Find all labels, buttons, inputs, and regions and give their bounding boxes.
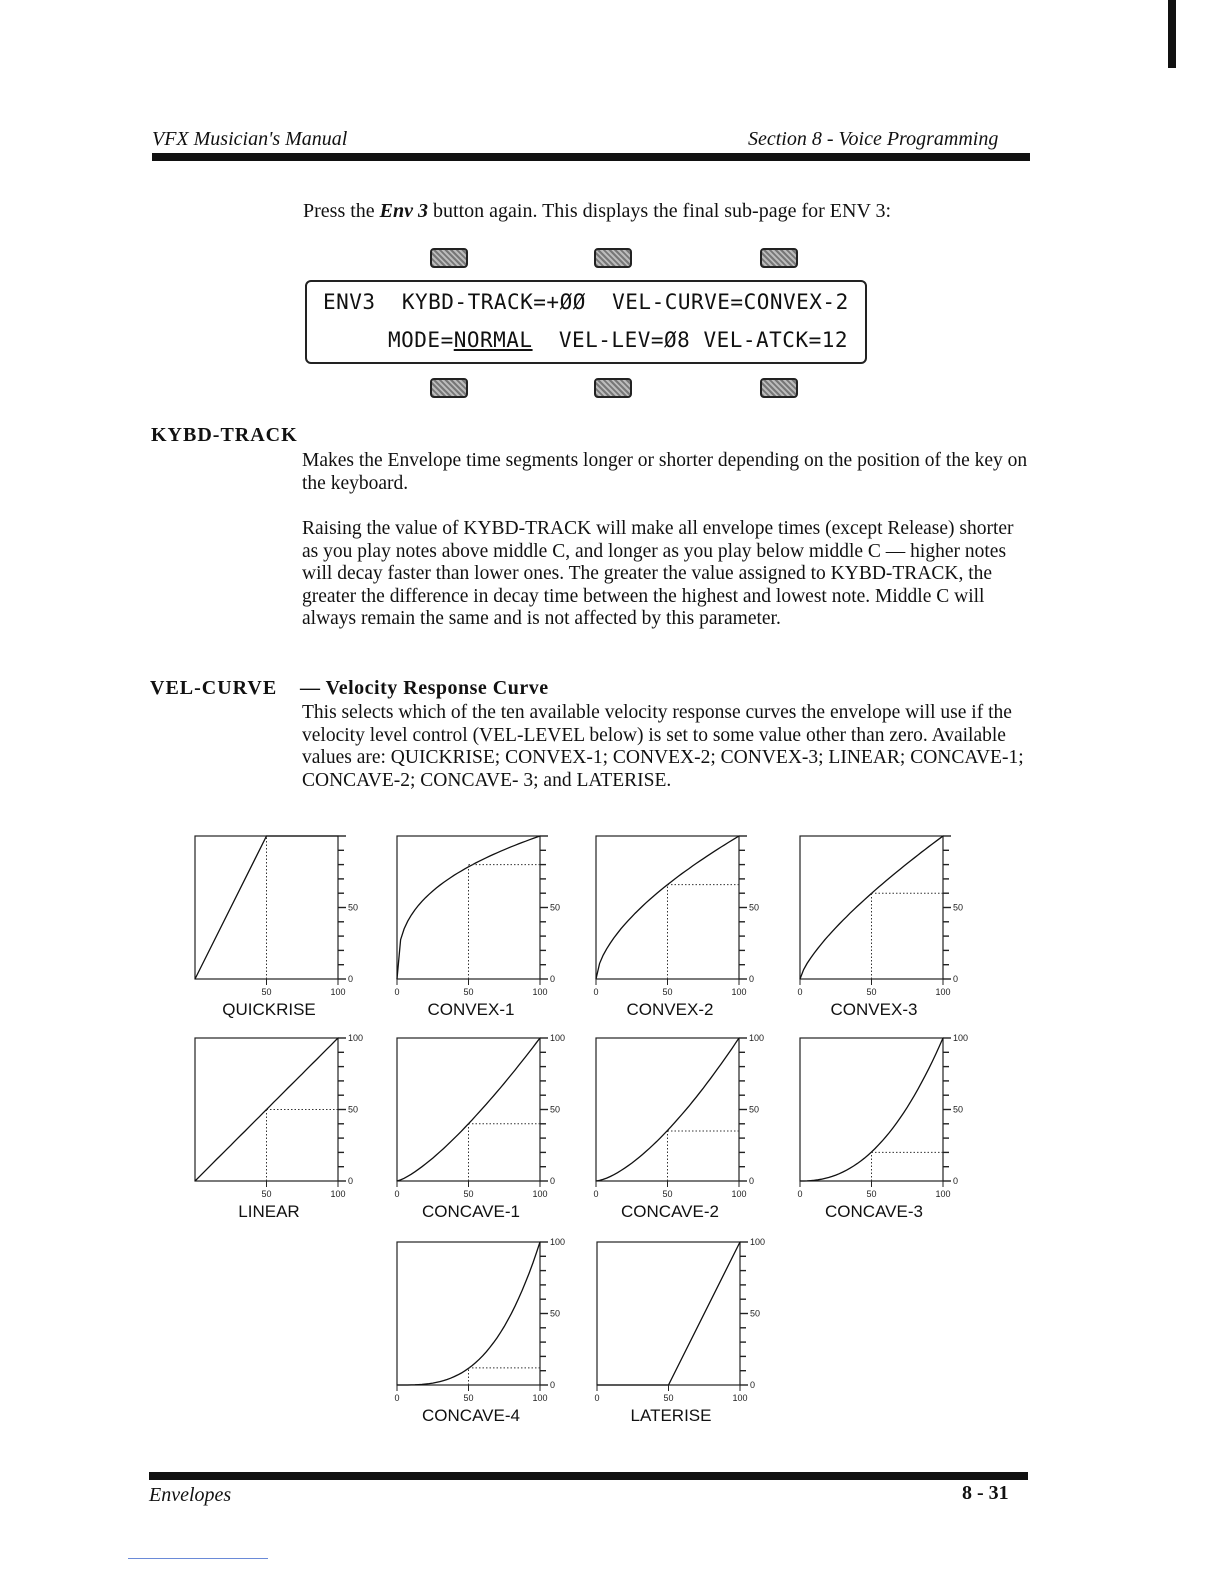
kybd-track-paragraph-1: Makes the Envelope time segments longer or shorter depending on the position of the key on the keyboard.: [302, 450, 1028, 494]
concave-4-y-tick-label: 0: [550, 1380, 556, 1390]
concave-3-y-tick-label: 50: [953, 1104, 964, 1115]
convex-3-x-tick-label: 50: [866, 987, 877, 997]
vel-curve-term: VEL-CURVE: [150, 677, 278, 699]
convex-2-y-tick-label: 0: [749, 974, 755, 984]
concave-3-x-tick-label: 0: [797, 1189, 803, 1199]
concave-1-caption: CONCAVE-1: [422, 1202, 520, 1221]
concave-1-y-tick-label: 0: [550, 1176, 556, 1186]
concave-1-x-tick-label: 0: [394, 1189, 400, 1199]
convex-1-x-tick-label: 0: [394, 987, 400, 997]
concave-2-x-tick-label: 50: [662, 1189, 673, 1199]
concave-4-caption: CONCAVE-4: [422, 1406, 520, 1425]
concave-3-x-tick-label: 100: [935, 1189, 951, 1199]
kybd-track-term: KYBD-TRACK: [151, 424, 298, 446]
laterise-y-tick-label: 100: [750, 1237, 766, 1247]
concave-4-x-tick-label: 0: [394, 1393, 400, 1403]
convex-2-x-tick-label: 0: [593, 987, 599, 997]
laterise-x-tick-label: 50: [663, 1393, 674, 1403]
convex-3-y-tick-label: 0: [953, 974, 959, 984]
lcd-mode-value: NORMAL: [453, 328, 533, 352]
concave-4-y-tick-label: 50: [550, 1308, 561, 1319]
laterise-y-tick-label: 0: [750, 1380, 756, 1390]
footer-rule: [149, 1472, 1028, 1480]
concave-2-x-tick-label: 0: [593, 1189, 599, 1199]
convex-1-y-tick-label: 50: [550, 902, 561, 913]
convex-3-x-tick-label: 0: [797, 987, 803, 997]
intro-button-name: Env 3: [379, 200, 429, 222]
convex-2-y-tick-label: 50: [749, 902, 760, 913]
laterise-caption: LATERISE: [630, 1406, 712, 1425]
concave-4-y-tick-label: 100: [550, 1237, 566, 1247]
convex-3-y-tick-label: 50: [953, 902, 964, 913]
convex-1-caption: CONVEX-1: [427, 1000, 515, 1019]
header-section-title: Section 8 - Voice Programming: [748, 128, 999, 150]
laterise-curve: [597, 1242, 740, 1385]
quickrise-caption: QUICKRISE: [222, 1000, 316, 1019]
convex-1-y-tick-label: 0: [550, 974, 556, 984]
page-number: 8 - 31: [962, 1482, 1009, 1504]
quickrise-y-tick-label: 0: [348, 974, 354, 984]
convex-1-x-tick-label: 50: [463, 987, 474, 997]
concave-4-x-tick-label: 100: [532, 1393, 548, 1403]
convex-3-x-tick-label: 100: [935, 987, 951, 997]
concave-4-curve: [397, 1242, 540, 1385]
concave-3-caption: CONCAVE-3: [825, 1202, 923, 1221]
linear-y-tick-label: 100: [348, 1033, 364, 1043]
concave-3-y-tick-label: 100: [953, 1033, 969, 1043]
quickrise-x-tick-label: 100: [330, 987, 346, 997]
convex-2-x-tick-label: 100: [731, 987, 747, 997]
concave-4-x-tick-label: 50: [463, 1393, 474, 1403]
concave-2-y-tick-label: 0: [749, 1176, 755, 1186]
concave-3-y-tick-label: 0: [953, 1176, 959, 1186]
concave-2-x-tick-label: 100: [731, 1189, 747, 1199]
linear-y-tick-label: 50: [348, 1104, 359, 1115]
concave-3-x-tick-label: 50: [866, 1189, 877, 1199]
header-manual-title: VFX Musician's Manual: [152, 128, 348, 150]
lcd-line-1: ENV3 KYBD-TRACK=+ØØ VEL-CURVE=CONVEX-2: [323, 290, 849, 314]
footer-link-line: [128, 1558, 268, 1559]
linear-x-tick-label: 50: [261, 1189, 272, 1199]
quickrise-x-tick-label: 50: [261, 987, 272, 997]
concave-2-y-tick-label: 100: [749, 1033, 765, 1043]
kybd-track-paragraph-2: Raising the value of KYBD-TRACK will make all envelope times (except Release) shorter as you play notes above middle C, and longer as you play below middle C — higher notes will decay faster than lower ones. The greater the value assigned to KYBD-TRACK, the greater the difference in decay time between the highest and lowest note. Middle C will always remain the same and is not affected by this parameter.: [302, 518, 1014, 629]
convex-2-caption: CONVEX-2: [626, 1000, 714, 1019]
convex-3-caption: CONVEX-3: [830, 1000, 918, 1019]
intro-suffix: button again. This displays the final sub-page for ENV 3:: [428, 200, 892, 222]
laterise-y-tick-label: 50: [750, 1308, 761, 1319]
concave-1-x-tick-label: 100: [532, 1189, 548, 1199]
laterise-frame: [597, 1242, 740, 1385]
quickrise-y-tick-label: 50: [348, 902, 359, 913]
concave-4-frame: [397, 1242, 540, 1385]
laterise-x-tick-label: 0: [594, 1393, 600, 1403]
laterise-x-tick-label: 100: [732, 1393, 748, 1403]
concave-2-caption: CONCAVE-2: [621, 1202, 719, 1221]
concave-1-x-tick-label: 50: [463, 1189, 474, 1199]
vel-curve-subtitle: — Velocity Response Curve: [300, 677, 549, 699]
intro-prefix: Press the: [303, 200, 380, 222]
linear-x-tick-label: 100: [330, 1189, 346, 1199]
linear-caption: LINEAR: [238, 1202, 300, 1221]
convex-1-x-tick-label: 100: [532, 987, 548, 997]
linear-y-tick-label: 0: [348, 1176, 354, 1186]
lcd-mode-label: MODE=: [388, 328, 454, 352]
footer-chapter: Envelopes: [149, 1484, 232, 1506]
concave-1-y-tick-label: 50: [550, 1104, 561, 1115]
lcd-line-2-rest: VEL-LEV=Ø8 VEL-ATCK=12: [532, 328, 849, 352]
vel-curve-paragraph: This selects which of the ten available velocity response curves the envelope will use if the velocity level control (VEL-LEVEL below) is set to some value other than zero. Available values are: QUICKRISE; CONVEX-1; CONVEX-2; CONVEX-3; LINEAR; CONCAVE-1; CONCAVE-2; CONCAVE- 3; and LATERISE.: [302, 702, 1024, 791]
concave-1-y-tick-label: 100: [550, 1033, 566, 1043]
concave-2-y-tick-label: 50: [749, 1104, 760, 1115]
convex-2-x-tick-label: 50: [662, 987, 673, 997]
